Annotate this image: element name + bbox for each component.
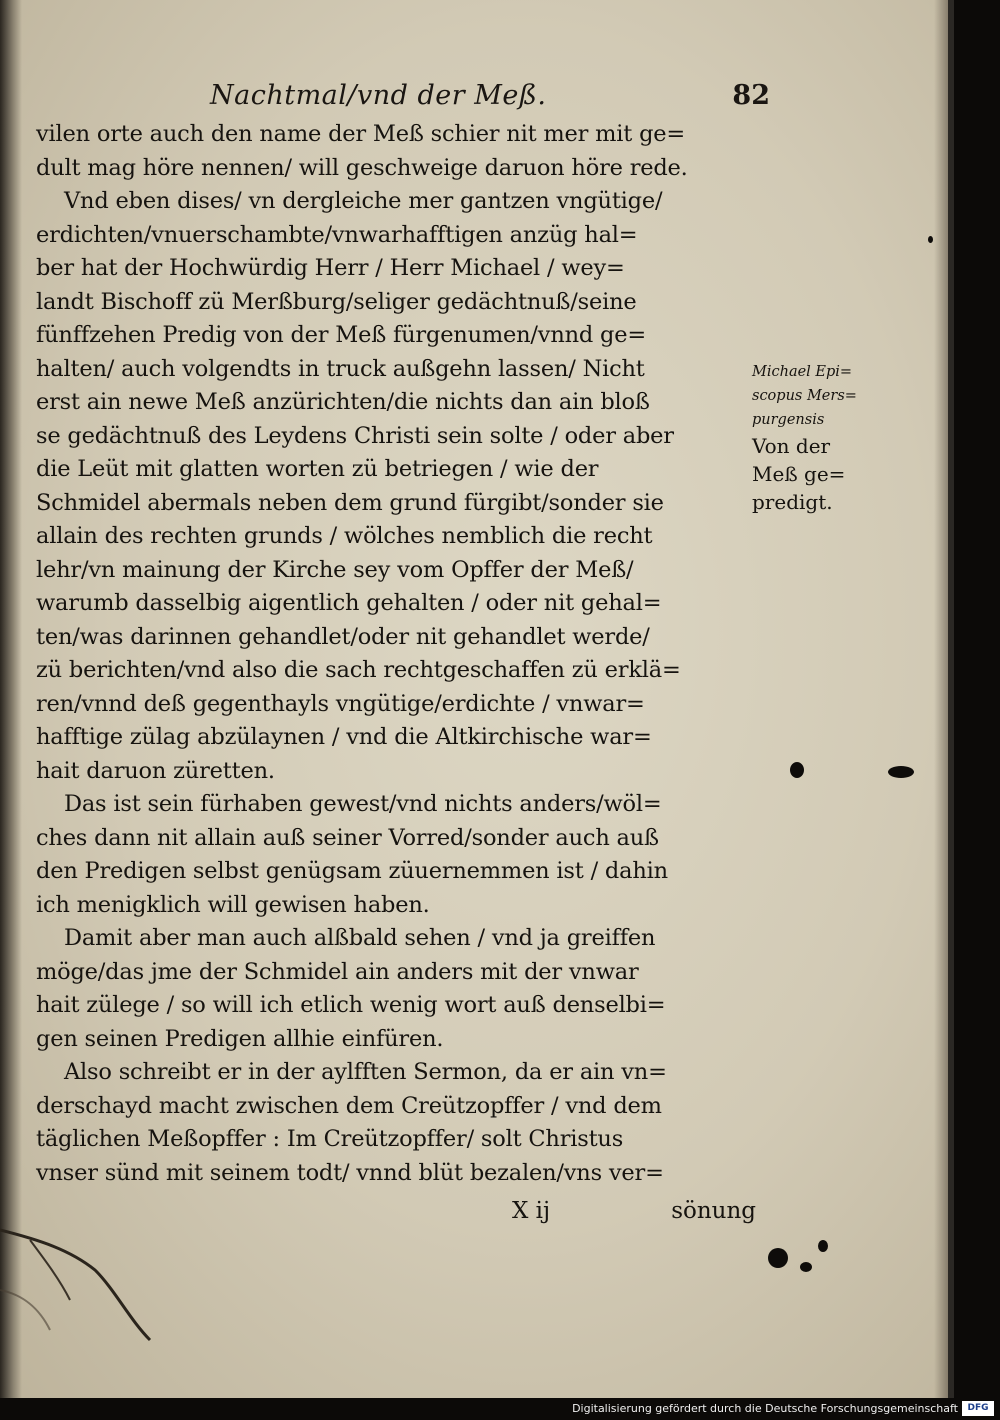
attribution-bar	[0, 1398, 1000, 1420]
text-line: hait zülege / so will ich etlich wenig wort auß denselbi=	[36, 992, 666, 1018]
page-edge	[948, 0, 954, 1398]
attribution-text: Digitalisierung gefördert durch die Deutsche Forschungsgemeinschaft	[572, 1402, 958, 1415]
text-line: Vnd eben dises/ vn dergleiche mer gantzen vngütige/	[64, 188, 663, 214]
text-line: dult mag höre nennen/ will geschweige daruon höre rede.	[36, 154, 688, 181]
text-line: möge/das jme der Schmidel ain anders mit der vnwar	[36, 958, 639, 985]
text-line: erst ain newe Meß anzürichten/die nichts dan ain bloß	[36, 389, 650, 415]
text-line: vnser sünd mit seinem todt/ vnnd blüt bezalen/vns ver=	[36, 1159, 664, 1186]
margin-note-line: Von der	[752, 434, 831, 458]
text-line: se gedächtnuß des Leydens Christi sein solte / oder aber	[36, 422, 674, 449]
text-line: derschayd macht zwischen dem Creützopffer / vnd dem	[36, 1092, 662, 1119]
margin-note-line: Michael Epi=	[752, 364, 853, 380]
text-line: zü berichten/vnd also die sach rechtgeschaffen zü erklä=	[36, 657, 681, 683]
ink-spot	[800, 1262, 812, 1272]
text-line: Damit aber man auch alßbald sehen / vnd ja greiffen	[64, 925, 656, 951]
text-line: täglichen Meßopffer : Im Creützopffer/ solt Christus	[36, 1126, 624, 1152]
text-line: die Leüt mit glatten worten zü betriegen / wie der	[36, 456, 599, 482]
ink-spot	[888, 766, 914, 778]
margin-note-line: predigt.	[752, 490, 833, 514]
text-line: erdichten/vnuerschambte/vnwarhafftigen anzüg hal=	[36, 221, 638, 248]
running-header	[210, 80, 770, 120]
ink-spot	[768, 1248, 788, 1268]
ink-spot	[928, 236, 933, 243]
text-line: Schmidel abermals neben dem grund fürgibt/sonder sie	[36, 489, 664, 516]
text-line: warumb dasselbig aigentlich gehalten / oder nit gehal=	[36, 590, 662, 616]
signature-mark: X ij	[512, 1198, 551, 1224]
text-line: ches dann nit allain auß seiner Vorred/sonder auch auß	[36, 824, 659, 851]
catchword: sönung	[671, 1198, 756, 1224]
text-line: ten/was darinnen gehandlet/oder nit gehandlet werde/	[36, 623, 650, 650]
margin-note-line: purgensis	[752, 412, 825, 428]
text-line: den Predigen selbst genügsam züuernemmen ist / dahin	[36, 858, 668, 884]
text-line: allain des rechten grunds / wölches nemblich die recht	[36, 523, 653, 549]
text-line: hait daruon züretten.	[36, 757, 275, 784]
text-line: gen seinen Predigen allhie einfüren.	[36, 1025, 444, 1052]
text-line: Das ist sein fürhaben gewest/vnd nichts anders/wöl=	[64, 791, 662, 817]
text-line: ren/vnnd deß gegenthayls vngütige/erdichte / vnwar=	[36, 690, 645, 717]
text-line: vilen orte auch den name der Meß schier nit mer mit ge=	[36, 121, 686, 147]
ink-spot	[790, 762, 804, 778]
text-line: ber hat der Hochwürdig Herr / Herr Michael / wey=	[36, 255, 625, 281]
margin-note	[752, 360, 902, 516]
page-number: 82	[732, 80, 770, 111]
ink-spot	[818, 1240, 828, 1252]
page-stain	[0, 1170, 170, 1398]
text-line: landt Bischoff zü Merßburg/seliger gedächtnuß/seine	[36, 288, 637, 315]
text-line: fünffzehen Predig von der Meß fürgenumen/vnnd ge=	[36, 322, 647, 348]
text-line: Also schreibt er in der aylfften Sermon, da er ain vn=	[64, 1059, 667, 1085]
text-line: lehr/vn mainung der Kirche sey vom Opffer der Meß/	[36, 556, 634, 583]
dfg-logo-icon: DFG	[962, 1401, 994, 1416]
running-title: Nachtmal/vnd der Meß.	[210, 80, 547, 111]
margin-note-line: Meß ge=	[752, 462, 846, 486]
margin-note-line: scopus Mers=	[752, 388, 857, 404]
text-line: hafftige zülag abzülaynen / vnd die Altkirchische war=	[36, 724, 652, 750]
text-line: ich menigklich will gewisen haben.	[36, 891, 430, 918]
body-text	[36, 118, 756, 1190]
text-line: halten/ auch volgendts in truck außgehn lassen/ Nicht	[36, 355, 645, 382]
